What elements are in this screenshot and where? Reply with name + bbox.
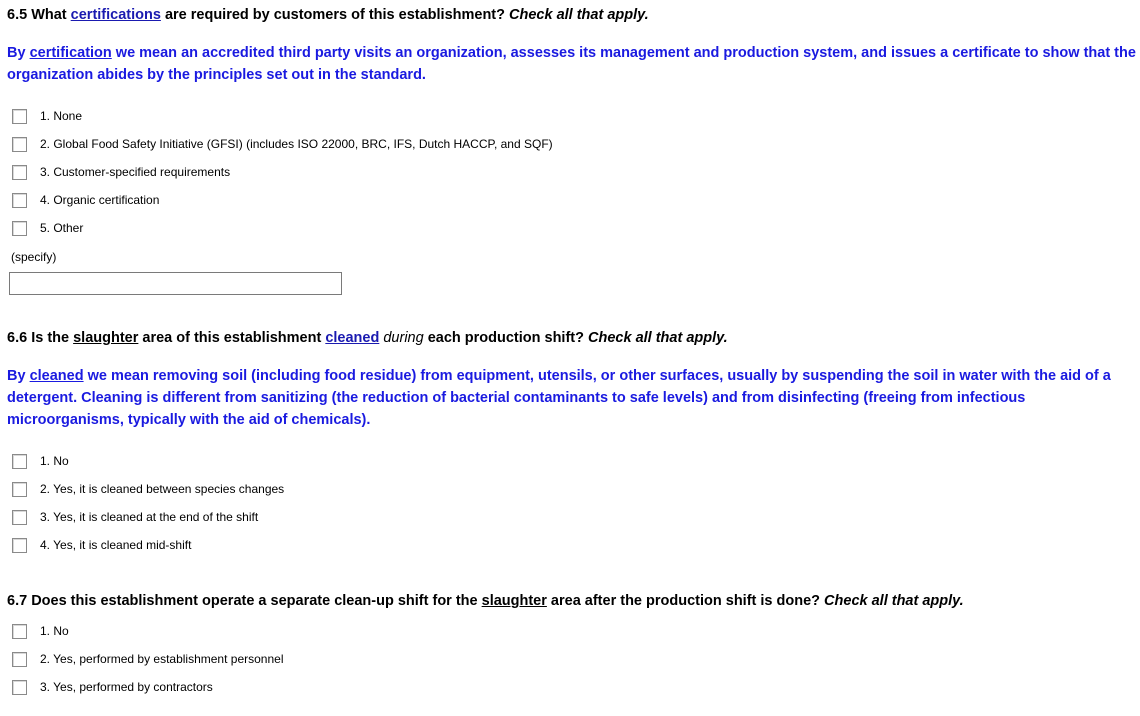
question-6-5: 6.5 What certifications are required by customers of this establishment? Check all that apply. xyxy=(7,7,649,23)
checkbox[interactable] xyxy=(12,137,27,152)
q65-option-organic[interactable]: 4. Organic certification xyxy=(12,191,159,209)
checkbox[interactable] xyxy=(12,109,27,124)
q65-option-customer-specified[interactable]: 3. Customer-specified requirements xyxy=(12,163,230,181)
q66-option-mid-shift[interactable]: 4. Yes, it is cleaned mid-shift xyxy=(12,536,191,554)
slaughter-term-link[interactable]: slaughter xyxy=(73,330,139,346)
checkbox[interactable] xyxy=(12,454,27,469)
q65-option-gfsi[interactable]: 2. Global Food Safety Initiative (GFSI) (includes ISO 22000, BRC, IFS, Dutch HACCP, and SQF) xyxy=(12,135,553,153)
slaughter-term-link-2[interactable]: slaughter xyxy=(481,593,547,609)
q67-option-establishment-personnel[interactable]: 2. Yes, performed by establishment personnel xyxy=(12,650,283,668)
cleaned-link[interactable]: cleaned xyxy=(325,330,380,346)
q66-option-species-changes[interactable]: 2. Yes, it is cleaned between species changes xyxy=(12,480,284,498)
checkbox[interactable] xyxy=(12,221,27,236)
certification-definition: By certification we mean an accredited third party visits an organization, assesses its management and production system, and issues a certificate to show that the organization abides by the principles set out in the standard. xyxy=(7,45,1136,83)
q66-option-end-of-shift[interactable]: 3. Yes, it is cleaned at the end of the shift xyxy=(12,508,258,526)
q66-option-no[interactable]: 1. No xyxy=(12,452,69,470)
checkbox[interactable] xyxy=(12,624,27,639)
cleaned-term-link[interactable]: cleaned xyxy=(29,368,84,384)
checkbox[interactable] xyxy=(12,193,27,208)
q67-option-contractors[interactable]: 3. Yes, performed by contractors xyxy=(12,678,213,696)
checkbox[interactable] xyxy=(12,538,27,553)
certification-term-link[interactable]: certification xyxy=(29,45,112,61)
checkbox[interactable] xyxy=(12,680,27,695)
q65-option-none[interactable]: 1. None xyxy=(12,107,82,125)
q65-option-other[interactable]: 5. Other xyxy=(12,219,83,237)
specify-label: (specify) xyxy=(11,250,57,264)
checkbox[interactable] xyxy=(12,652,27,667)
specify-input[interactable] xyxy=(9,272,342,295)
question-6-6: 6.6 Is the slaughter area of this establishment cleaned during each production shift? Check all that apply. xyxy=(7,330,728,346)
question-6-7: 6.7 Does this establishment operate a separate clean-up shift for the slaughter area after the production shift is done? Check all that apply. xyxy=(7,593,964,609)
checkbox[interactable] xyxy=(12,165,27,180)
checkbox[interactable] xyxy=(12,482,27,497)
certifications-link[interactable]: certifications xyxy=(70,7,161,23)
checkbox[interactable] xyxy=(12,510,27,525)
q67-option-no[interactable]: 1. No xyxy=(12,622,69,640)
cleaned-definition: By cleaned we mean removing soil (including food residue) from equipment, utensils, or other surfaces, usually by suspending the soil in water with the aid of a detergent. Cleaning is different from sanitizing (the reduction of bacterial contaminants to safe levels) and from disinfecting (freeing from infectious microorganisms, typically with the aid of chemicals). xyxy=(7,368,1111,428)
